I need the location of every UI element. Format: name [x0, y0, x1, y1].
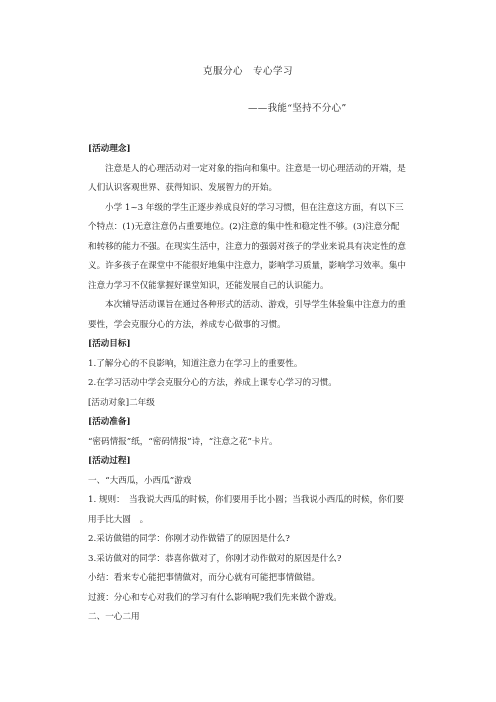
document-body [88, 140, 408, 628]
paragraph: 本次辅导活动课旨在通过各种形式的活动、游戏，引导学生体验集中注意力的重要性，学会克服分心的方法，养成专心做事的习惯。 [88, 300, 406, 330]
process-item: 过渡：分心和专心对我们的学习有什么影响呢?我们先来做个游戏。 [88, 592, 342, 603]
section-heading-goals: [活动目标] [88, 339, 131, 349]
process-item: 3.采访做对的同学：恭喜你做对了，你刚才动作做对的原因是什么? [88, 553, 342, 564]
process-step-title: 一、“大西瓜，小西瓜”游戏 [88, 475, 192, 486]
page-title: 克服分心 专心学习 [202, 66, 293, 77]
process-item: 2.采访做错的同学：你刚才动作做错了的原因是什么? [88, 534, 290, 544]
section-heading-concept: [活动理念] [88, 144, 131, 154]
goal-item: 1.了解分心的不良影响，知道注意力在学习上的重要性。 [88, 358, 303, 369]
process-item: 1. 规则： 当我说大西瓜的时候，你们要用手比小圆；当我说小西瓜的时候，你们要用手比大圆 。 [88, 495, 405, 525]
target-line: [活动对象]二年级 [88, 397, 155, 408]
section-heading-process: [活动过程] [88, 456, 131, 466]
paragraph: 小学 1~3 年级的学生正逐步养成良好的学习习惯，但在注意这方面，有以下三个特点：(1)无意注意仍占重要地位。(2)注意的集中性和稳定性不够。(3)注意分配和转移的能力不强。在现实生活中，注意力的强弱对孩子的学业来说具有决定性的意义。许多孩子在课堂中不能很好地集中注意力，影响学习质量，影响学习效率。集中注意力学习不仅能掌握好课堂知识，还能发展自己的认识能力。 [88, 202, 406, 291]
paragraph: 注意是人的心理活动对一定对象的指向和集中。注意是一切心理活动的开端，是人们认识客观世界、获得知识、发展智力的开始。 [88, 163, 406, 193]
process-step-title: 二、一心二用 [88, 612, 140, 622]
goal-item: 2.在学习活动中学会克服分心的方法，养成上课专心学习的习惯。 [88, 378, 337, 388]
section-heading-preparation: [活动准备] [88, 417, 131, 427]
preparation-text: “密码情报”纸，“密码情报”诗，“注意之花”卡片。 [88, 436, 278, 447]
process-item: 小结：看来专心能把事情做对，而分心就有可能把事情做错。 [88, 573, 321, 583]
page-subtitle: ——我能“坚持不分心” [248, 103, 347, 114]
